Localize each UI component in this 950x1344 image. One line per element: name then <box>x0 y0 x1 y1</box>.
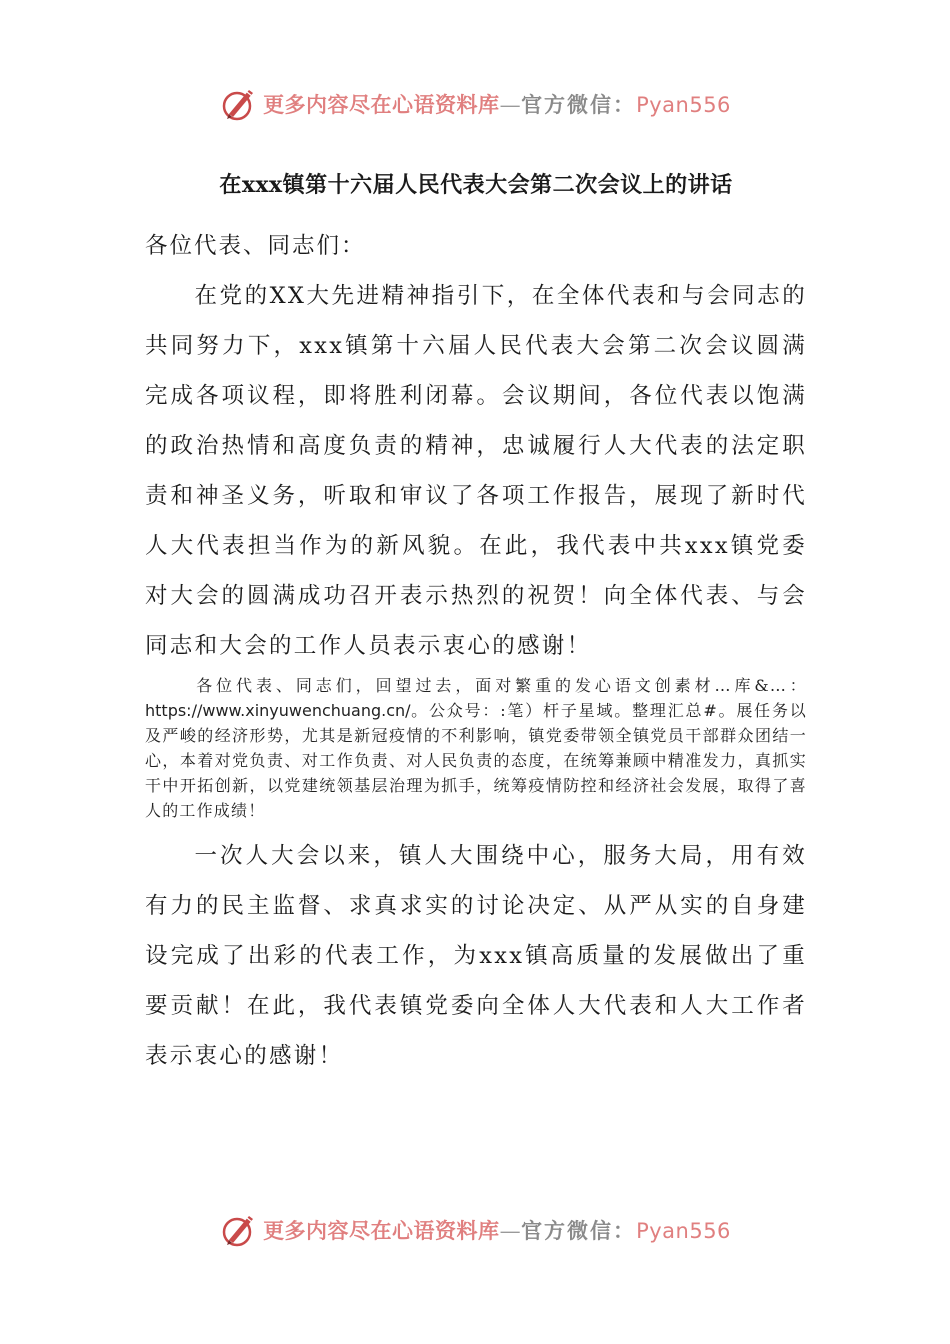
banner-text <box>263 1215 731 1245</box>
source-url: https://www.xinyuwenchuang.cn/ <box>145 701 411 720</box>
paragraph-1: 在党的XX大先进精神指引下，在全体代表和与会同志的共同努力下，xxx镇第十六届人民代表大会第二次会议圆满完成各项议程，即将胜利闭幕。会议期间，各位代表以饱满的政治热情和高度负责的精神，忠诚履行人大代表的法定职责和神圣义务，听取和审议了各项工作报告，展现了新时代人大代表担当作为的新风貌。在此，我代表中共xxx镇党委对大会的圆满成功召开表示热烈的祝贺！向全体代表、与会同志和大会的工作人员表示衷心的感谢！ <box>145 283 807 659</box>
banner-wechat-label: 官方微信： <box>521 1218 637 1243</box>
banner-separator: — <box>499 1219 522 1243</box>
banner-separator: — <box>499 93 522 117</box>
small-para-lead: 各位代表、同志们，回望过去，面对繁重的发心语文创素材…库&…： <box>196 676 807 695</box>
banner-text <box>263 89 731 119</box>
paragraph-2: 一次人大会以来，镇人大围绕中心，服务大局，用有效有力的民主监督、求真求实的讨论决定、从严从实的自身建设完成了出彩的代表工作，为xxx镇高质量的发展做出了重要贡献！在此，我代表镇党委向全体人大代表和人大工作者表示衷心的感谢！ <box>145 843 807 1069</box>
header-banner <box>0 80 950 128</box>
salutation: 各位代表、同志们： <box>145 233 366 259</box>
document-body <box>145 168 807 1081</box>
banner-brand: 更多内容尽在心语资料库 <box>263 1218 500 1243</box>
paragraph-small <box>145 673 807 823</box>
banner-handle: Pyan556 <box>636 1219 731 1243</box>
footer-banner <box>0 1206 950 1254</box>
banner-wechat-label: 官方微信： <box>521 92 637 117</box>
banner-brand: 更多内容尽在心语资料库 <box>263 92 500 117</box>
banner-handle: Pyan556 <box>636 93 731 117</box>
pen-logo-icon <box>219 84 259 124</box>
pen-logo-icon <box>219 1210 259 1250</box>
small-para-rest: 。公众号：:笔）杆子星域。整理汇总#。展任务以及严峻的经济形势，尤其是新冠疫情的不利影响，镇党委带领全镇党员干部群众团结一心，本着对党负责、对工作负责、对人民负责的态度，在统筹兼顾中精准发力，真抓实干中开拓创新，以党建统领基层治理为抓手，统筹疫情防控和经济社会发展，取得了喜人的工作成绩！ <box>145 701 807 820</box>
document-title: 在xxx镇第十六届人民代表大会第二次会议上的讲话 <box>219 172 733 198</box>
